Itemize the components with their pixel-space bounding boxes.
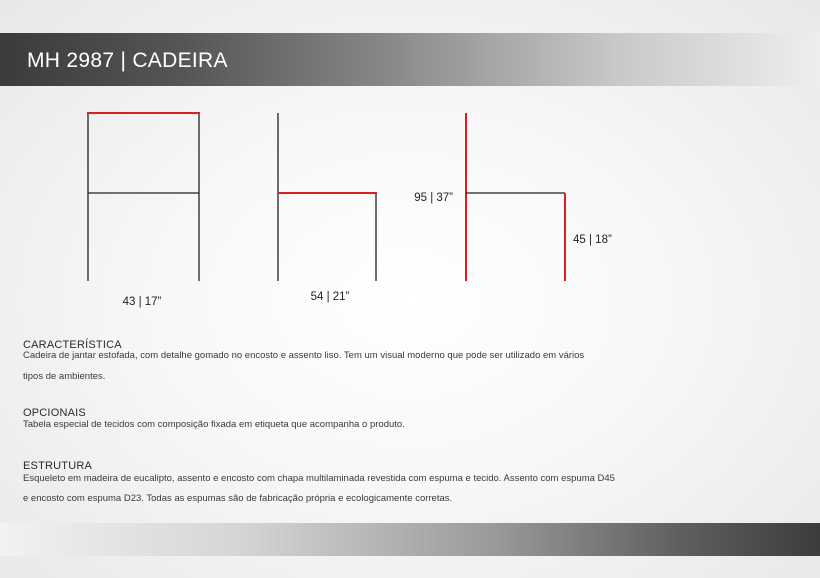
front-width-label: 43 | 17”: [122, 296, 162, 308]
section-opcionais: [23, 407, 703, 435]
footer-bar: [0, 523, 820, 556]
side-view-drawing: [278, 113, 377, 281]
opcionais-text-line-1: Tabela especial de tecidos com composição fixada em etiqueta que acompanha o produto.: [23, 419, 405, 430]
section-estrutura: [23, 460, 703, 508]
estrutura-text-line-1: Esqueleto em madeira de eucalipto, assento e encosto com chapa multilaminada revestida com espuma e tecido. Assento com espuma D45: [23, 473, 615, 484]
caracteristica-text-line-1: Cadeira de jantar estofada, com detalhe gomado no encosto e assento liso. Tem um visual moderno que pode ser utilizado em vários: [23, 350, 585, 361]
seat-height-label: 45 | 18”: [573, 234, 612, 246]
section-caracteristica: [23, 339, 703, 387]
opcionais-title: OPCIONAIS: [23, 407, 86, 419]
estrutura-text-line-2: e encosto com espuma D23. Todas as espumas são de fabricação própria e ecologicamente corretas.: [23, 493, 453, 504]
page-title: MH 2987 | CADEIRA: [27, 49, 228, 72]
caracteristica-text-line-2: tipos de ambientes.: [23, 371, 106, 382]
front-view-drawing: [87, 113, 200, 281]
estrutura-title: ESTRUTURA: [23, 460, 93, 472]
height-view-drawing: [466, 113, 565, 281]
caracteristica-title: CARACTERÍSTICA: [23, 339, 122, 351]
total-height-label: 95 | 37”: [414, 192, 453, 204]
side-depth-label: 54 | 21”: [310, 291, 350, 303]
